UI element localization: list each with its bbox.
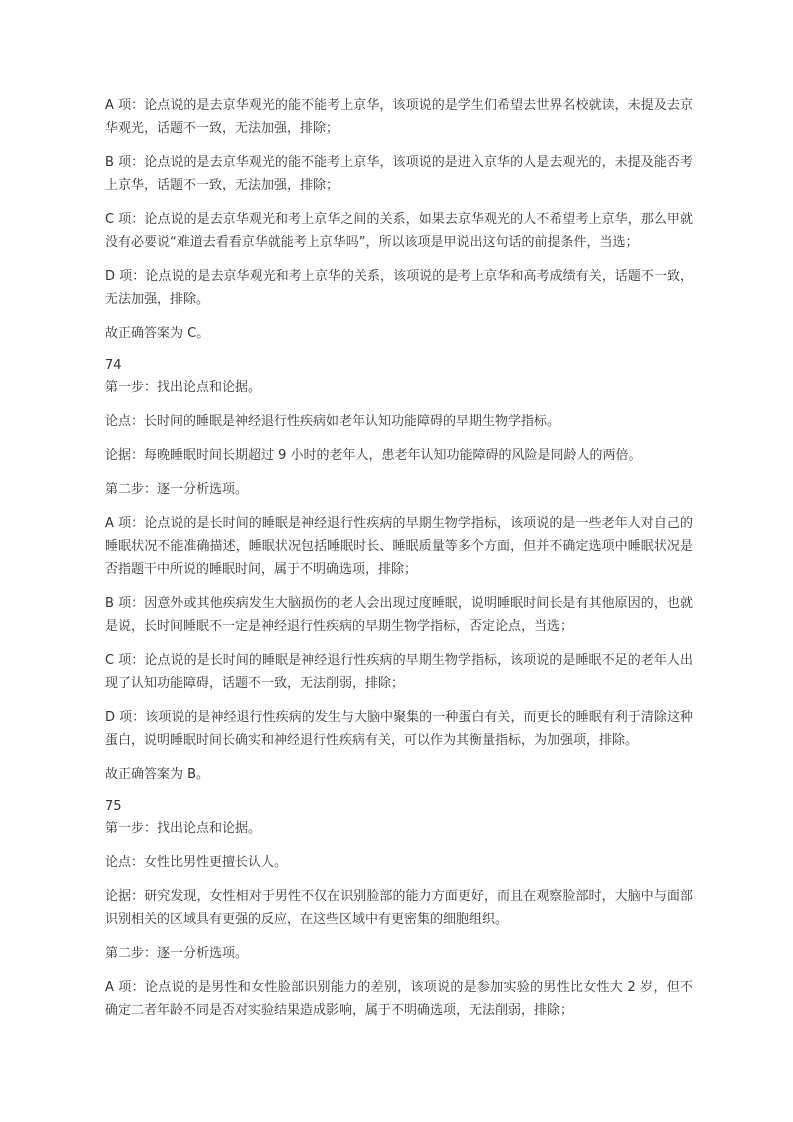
paragraph: C 项：论点说的是去京华观光和考上京华之间的关系，如果去京华观光的人不希望考上京华，那么甲就没有必要说“难道去看看京华就能考上京华吗”，所以该项是甲说出这句话的前提条件，当选； — [105, 212, 693, 250]
paragraph: 论点：长时间的睡眠是神经退行性疾病如老年认知功能障碍的早期生物学指标。 — [105, 414, 561, 429]
step-heading: 第二步：逐一分析选项。 — [105, 482, 249, 497]
answer-line: 故正确答案为 C。 — [105, 326, 210, 341]
paragraph: B 项：论点说的是去京华观光的能不能考上京华，该项说的是进入京华的人是去观光的，未提及能否考上京华，话题不一致，无法加强，排除； — [105, 155, 693, 193]
step-heading: 第一步：找出论点和论据。 — [105, 380, 262, 395]
paragraph: D 项：论点说的是去京华观光和考上京华的关系，该项说的是考上京华和高考成绩有关，话题不一致，无法加强，排除。 — [105, 269, 693, 307]
answer-line: 故正确答案为 B。 — [105, 767, 210, 782]
paragraph: A 项：论点说的是去京华观光的能不能考上京华，该项说的是学生们希望去世界名校就读，未提及去京华观光，话题不一致，无法加强，排除； — [105, 98, 693, 136]
step-heading: 第二步：逐一分析选项。 — [105, 946, 249, 961]
paragraph: A 项：论点说的是长时间的睡眠是神经退行性疾病的早期生物学指标，该项说的是一些老年人对自己的睡眠状况不能准确描述，睡眠状况包括睡眠时长、睡眠质量等多个方面，但并不确定选项中睡眠状况是否指题干中所说的睡眠时间，属于不明确选项，排除； — [105, 516, 693, 577]
step-heading: 第一步：找出论点和论据。 — [105, 821, 262, 836]
document-body — [105, 94, 693, 1033]
paragraph: 论点：女性比男性更擅长认人。 — [105, 855, 288, 870]
paragraph: A 项：论点说的是男性和女性脸部识别能力的差别，该项说的是参加实验的男性比女性大 2 岁，但不确定二者年龄不同是否对实验结果造成影响，属于不明确选项，无法削弱，排除； — [105, 980, 693, 1018]
paragraph: D 项：该项说的是神经退行性疾病的发生与大脑中聚集的一种蛋白有关，而更长的睡眠有利于清除这种蛋白，说明睡眠时间长确实和神经退行性疾病有关，可以作为其衡量指标，为加强项，排除。 — [105, 710, 693, 748]
paragraph: 论据：每晚睡眠时间长期超过 9 小时的老年人，患老年认知功能障碍的风险是同龄人的两倍。 — [105, 448, 642, 463]
paragraph: C 项：论点说的是长时间的睡眠是神经退行性疾病的早期生物学指标，该项说的是睡眠不足的老年人出现了认知功能障碍，话题不一致，无法削弱，排除； — [105, 653, 693, 691]
paragraph: B 项：因意外或其他疾病发生大脑损伤的老人会出现过度睡眠，说明睡眠时间长是有其他原因的，也就是说，长时间睡眠不一定是神经退行性疾病的早期生物学指标，否定论点，当选； — [105, 596, 693, 634]
question-number: 75 — [105, 799, 122, 814]
question-number: 74 — [105, 358, 122, 373]
paragraph: 论据：研究发现，女性相对于男性不仅在识别脸部的能力方面更好，而且在观察脸部时，大脑中与面部识别相关的区域具有更强的反应，在这些区域中有更密集的细胞组织。 — [105, 889, 693, 927]
